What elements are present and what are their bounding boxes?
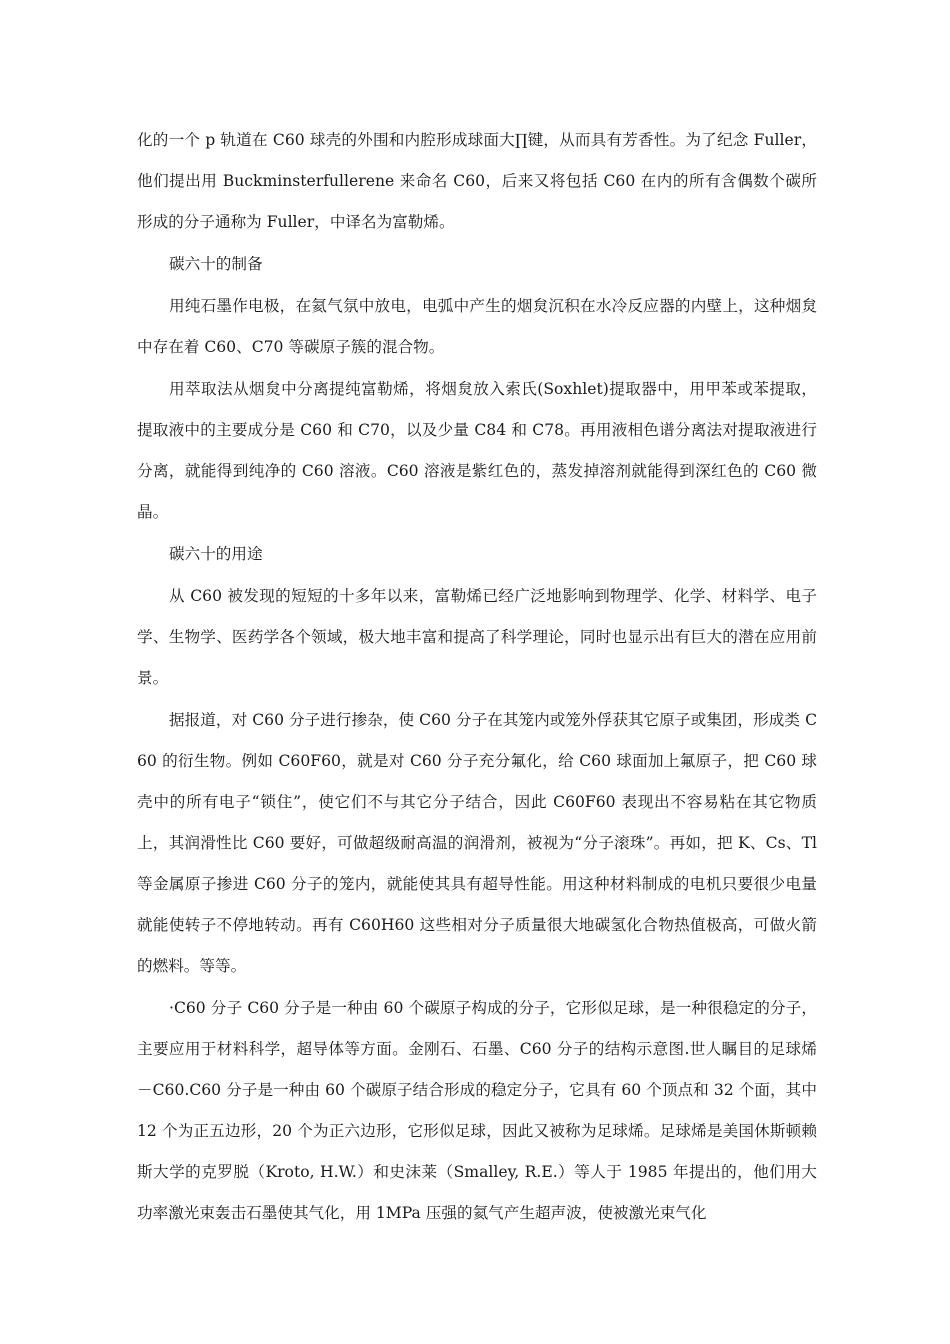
paragraph-arc-discharge: 用纯石墨作电极，在氦气氛中放电，电弧中产生的烟炱沉积在水冷反应器的内壁上，这种烟炱中存在着 C60、C70 等碳原子簇的混合物。 (137, 297, 817, 356)
paragraph-extraction: 用萃取法从烟炱中分离提纯富勒烯，将烟炱放入索氏(Soxhlet)提取器中，用甲苯或苯提取，提取液中的主要成分是 C60 和 C70，以及少量 C84 和 C78。再用液相色谱分离法对提取液进行分离，就能得到纯净的 C60 溶液。C60 溶液是紫红色的，蒸发掉溶剂就能得到深红色的 C60 微晶。 (137, 380, 817, 521)
paragraph-football-molecule: ·C60 分子 C60 分子是一种由 60 个碳原子构成的分子，它形似足球，是一种很稳定的分子，主要应用于材料科学，超导体等方面。金刚石、石墨、C60 分子的结构示意图.世人瞩目的足球烯－C60.C60 分子是一种由 60 个碳原子结合形成的稳定分子，它具有 60 个顶点和 32 个面，其中 12 个为正五边形，20 个为正六边形，它形似足球，因此又被称为足球烯。足球烯是美国休斯顿赖斯大学的克罗脱（Kroto, H.W.）和史沫莱（Smalley, R.E.）等人于 1985 年提出的，他们用大功率激光束轰击石墨使其气化，用 1MPa 压强的氦气产生超声波，使被激光束气化 (137, 999, 817, 1222)
section-heading-applications: 碳六十的用途 (169, 545, 263, 563)
paragraph-aromaticity: 化的一个 p 轨道在 C60 球壳的外围和内腔形成球面大∏键，从而具有芳香性。为了纪念 Fuller，他们提出用 Buckminsterfullerene 来命名 C60，后来又将包括 C60 在内的所有含偶数个碳所形成的分子通称为 Fuller，中译名为富勒烯。 (137, 131, 817, 231)
paragraph-influence: 从 C60 被发现的短短的十多年以来，富勒烯已经广泛地影响到物理学、化学、材料学、电子学、生物学、医药学各个领域，极大地丰富和提高了科学理论，同时也显示出有巨大的潜在应用前景。 (137, 587, 817, 687)
section-heading-preparation: 碳六十的制备 (169, 255, 263, 273)
document-page (137, 120, 817, 1235)
paragraph-doping: 据报道，对 C60 分子进行掺杂，使 C60 分子在其笼内或笼外俘获其它原子或集团，形成类 C60 的衍生物。例如 C60F60，就是对 C60 分子充分氟化，给 C60 球面加上氟原子，把 C60 球壳中的所有电子“锁住”，使它们不与其它分子结合，因此 C60F60 表现出不容易粘在其它物质上，其润滑性比 C60 要好，可做超级耐高温的润滑剂，被视为“分子滚珠”。再如，把 K、Cs、Tl 等金属原子掺进 C60 分子的笼内，就能使其具有超导性能。用这种材料制成的电机只要很少电量就能使转子不停地转动。再有 C60H60 这些相对分子质量很大地碳氢化合物热值极高，可做火箭的燃料。等等。 (137, 711, 817, 975)
